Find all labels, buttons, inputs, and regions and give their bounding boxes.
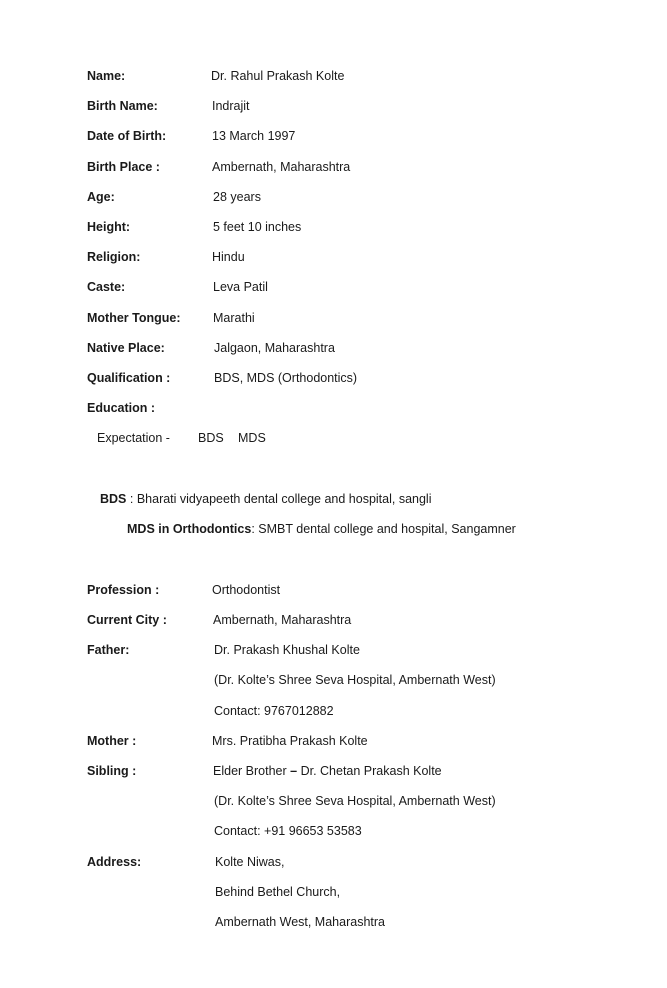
education-institution: Bharati vidyapeeth dental college and hospital, sangli: [136, 492, 432, 506]
birth-place-label: Birth Place :: [87, 160, 160, 174]
height-label: Height:: [87, 220, 131, 234]
birth-name-label: Birth Name:: [87, 99, 158, 113]
qualification-label: Qualification :: [87, 371, 171, 385]
mother-name: Mrs. Pratibha Prakash Kolte: [212, 734, 368, 748]
father-label: Father:: [87, 643, 130, 657]
address-line-3: Ambernath West, Maharashtra: [215, 915, 385, 929]
father-contact: Contact: 9767012882: [214, 704, 334, 718]
height-value: 5 feet 10 inches: [213, 220, 302, 234]
current-city-value: Ambernath, Maharashtra: [213, 613, 352, 627]
expectation-item-bds: BDS: [198, 431, 224, 445]
profession-label: Profession :: [87, 583, 160, 597]
education-degree: BDS: [100, 492, 127, 506]
dob-value: 13 March 1997: [212, 129, 296, 143]
sibling-hospital: (Dr. Kolte’s Shree Seva Hospital, Ambernath West): [214, 794, 496, 808]
education-separator: :: [126, 492, 137, 506]
mother-tongue-value: Marathi: [213, 311, 255, 325]
education-detail-mds: [127, 521, 516, 537]
religion-value: Hindu: [212, 250, 245, 264]
expectation-item-mds: MDS: [238, 431, 266, 445]
religion-label: Religion:: [87, 250, 141, 264]
address-line-1: Kolte Niwas,: [215, 855, 285, 869]
birth-place-value: Ambernath, Maharashtra: [212, 160, 351, 174]
native-place-label: Native Place:: [87, 341, 165, 355]
mother-tongue-label: Mother Tongue:: [87, 311, 181, 325]
education-institution: SMBT dental college and hospital, Sangamner: [258, 522, 516, 536]
profession-value: Orthodontist: [212, 583, 281, 597]
caste-label: Caste:: [87, 280, 126, 294]
sibling-name: Dr. Chetan Prakash Kolte: [300, 764, 442, 778]
mother-label: Mother :: [87, 734, 137, 748]
age-label: Age:: [87, 190, 115, 204]
address-label: Address:: [87, 855, 142, 869]
expectation-label: Expectation -: [97, 431, 170, 445]
education-separator: :: [251, 522, 259, 536]
education-detail-bds: [100, 491, 431, 507]
father-hospital: (Dr. Kolte’s Shree Seva Hospital, Ambernath West): [214, 673, 496, 687]
current-city-label: Current City :: [87, 613, 167, 627]
dob-label: Date of Birth:: [87, 129, 167, 143]
sibling-dash: –: [290, 764, 298, 778]
address-line-2: Behind Bethel Church,: [215, 885, 341, 899]
father-name: Dr. Prakash Khushal Kolte: [214, 643, 360, 657]
name-label: Name:: [87, 69, 126, 83]
sibling-label: Sibling :: [87, 764, 137, 778]
sibling-line: [213, 763, 442, 779]
sibling-contact: Contact: +91 96653 53583: [214, 824, 362, 838]
education-degree: MDS in Orthodontics: [127, 522, 252, 536]
name-value: Dr. Rahul Prakash Kolte: [211, 69, 345, 83]
education-label: Education :: [87, 401, 156, 415]
birth-name-value: Indrajit: [212, 99, 250, 113]
sibling-relation: Elder Brother: [213, 764, 287, 778]
caste-value: Leva Patil: [213, 280, 268, 294]
qualification-value: BDS, MDS (Orthodontics): [214, 371, 358, 385]
native-place-value: Jalgaon, Maharashtra: [214, 341, 335, 355]
age-value: 28 years: [213, 190, 261, 204]
